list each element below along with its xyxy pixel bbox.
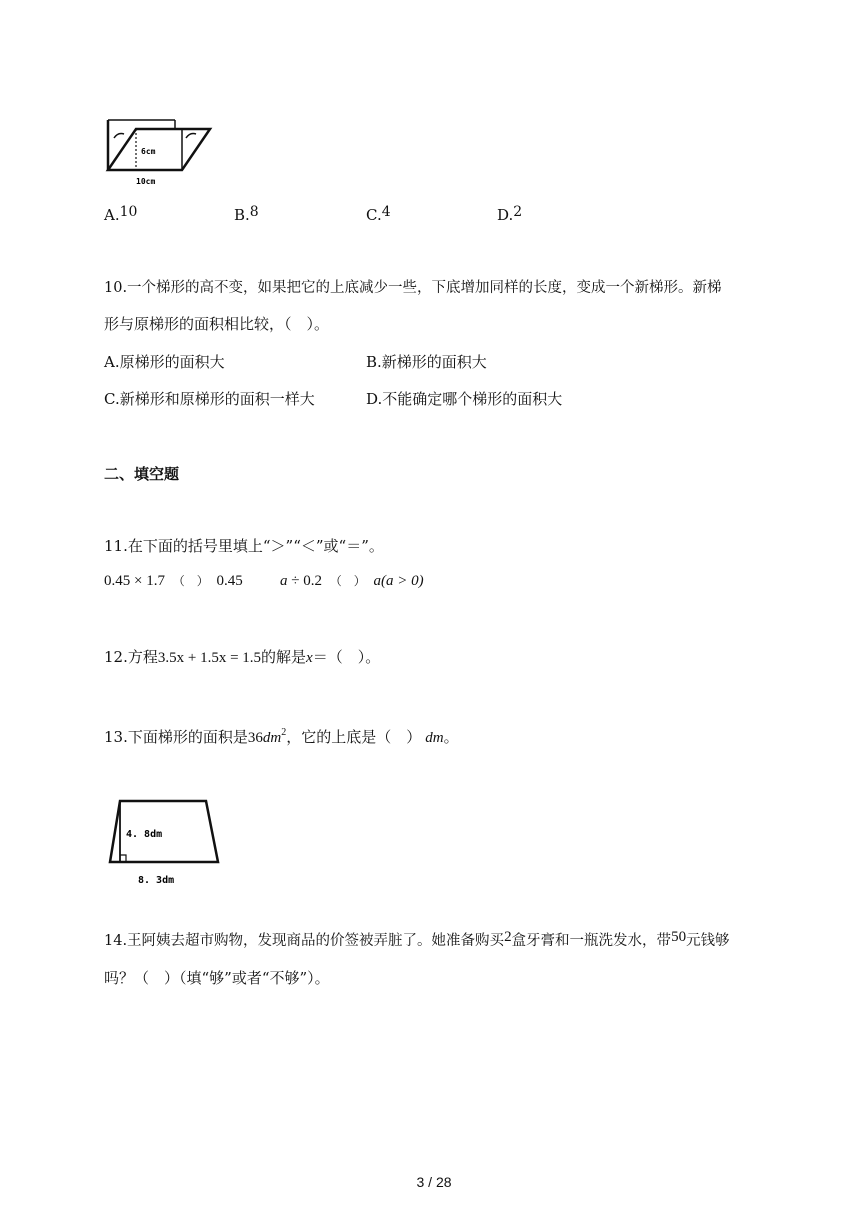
q9-option-c[interactable]: C.4 [366, 204, 391, 224]
q10-option-a[interactable]: A.原梯形的面积大 [104, 353, 225, 371]
q11-blank-2[interactable]: （ ） [329, 574, 366, 588]
section-title: 二、填空题 [104, 465, 180, 483]
base-label: 8. 3dm [138, 875, 175, 886]
q14-stem-line2[interactable]: 吗？（ ）（填“够”或者“不够”）。 [104, 969, 330, 987]
q9-option-b[interactable]: B.8 [234, 204, 259, 224]
q11-blank-1[interactable]: （ ） [172, 574, 209, 588]
base-label: 10cm [136, 177, 156, 186]
q9-option-d[interactable]: D.2 [497, 204, 523, 224]
q10-option-c[interactable]: C.新梯形和原梯形的面积一样大 [104, 390, 315, 408]
q9-option-a[interactable]: A.10 [104, 204, 138, 224]
q12-blank[interactable]: ＝（ ）。 [312, 648, 381, 666]
q11-expression-2: a ÷ 0.2 （ ） a(a > 0) [280, 573, 424, 589]
q12-stem: 12.方程3.5x + 1.5x = 1.5的解是x＝（ ）。 [104, 648, 381, 666]
q10-option-b[interactable]: B.新梯形的面积大 [366, 353, 487, 371]
q11-expression-1: 0.45 × 1.7 （ ） 0.45 [104, 573, 243, 589]
q10-stem-line1: 10.一个梯形的高不变，如果把它的上底减少一些，下底增加同样的长度，变成一个新梯形。新梯 [104, 280, 722, 296]
page-number: 3 / 28 [416, 1174, 452, 1190]
parallelogram-diagram [100, 108, 220, 190]
q11-prompt: 11.在下面的括号里填上“＞”“＜”或“＝”。 [104, 537, 384, 555]
q13-stem: 13.下面梯形的面积是$36dm^2$，它的上底是（ ） dm。 [104, 727, 459, 746]
trapezoid-diagram [100, 792, 230, 888]
parallelogram-figure [100, 108, 220, 190]
q10-stem-line2: 形与原梯形的面积相比较，（ ）。 [104, 315, 330, 333]
q14-stem-line1: 14.王阿姨去超市购物，发现商品的价签被弄脏了。她准备购买2盒牙膏和一瓶洗发水，带50元钱够 [104, 929, 730, 949]
q13-blank[interactable]: ，它的上底是（ ） [286, 728, 422, 746]
height-label: 6cm [141, 147, 156, 156]
trapezoid-figure [100, 792, 230, 888]
q10-option-d[interactable]: D.不能确定哪个梯形的面积大 [366, 390, 563, 408]
height-label: 4. 8dm [126, 829, 163, 840]
